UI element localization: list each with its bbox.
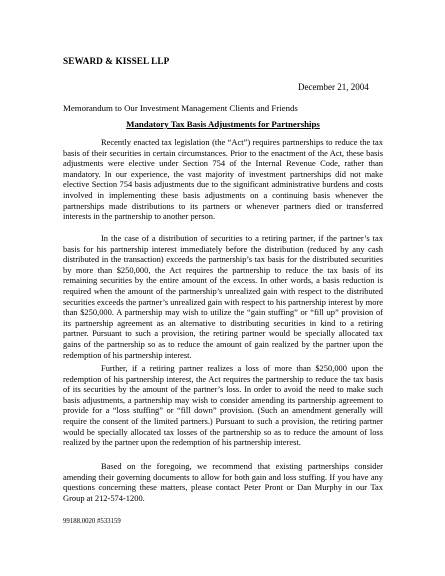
paragraph-recommendation: Based on the foregoing, we recommend that existing partnerships consider amending their governing documents to allow for both gain and loss stuffing. If you have any questions concerning these matters, please contact Peter Pront or Dan Murphy in our Tax Group at 212-574-1200. [63,461,383,503]
memo-recipients: Memorandum to Our Investment Management Clients and Friends [63,103,298,113]
memo-date: December 21, 2004 [298,82,369,92]
firm-name: SEWARD & KISSEL LLP [63,56,170,66]
paragraph-loss-redemption: Further, if a retiring partner realizes a loss of more than $250,000 upon the redemption of his partnership interest, the Act requires the partnership to reduce the tax basis of its securities by the amount of the partner’s loss. In order to avoid the need to make such basis adjustments, a partnership may wish to consider amending its partnership agreement to provide for a “loss stuffing” or “fill down” provision. (Such an amendment generally will require the consent of the limited partners.) Pursuant to such a provision, the retiring partner would be specially allocated tax losses of the partnership so as to reduce the amount of loss realized by the partner upon the redemption of his partnership interest. [63,363,383,448]
document-code: 99188.0020 #533159 [63,518,121,525]
memo-title: Mandatory Tax Basis Adjustments for Partnerships [126,119,320,129]
paragraph-intro: Recently enacted tax legislation (the “Act”) requires partnerships to reduce the tax basis of their securities in certain circumstances. Prior to the enactment of the Act, these basis adjustments were elective under Section 754 of the Internal Revenue Code, rather than mandatory. In our experience, the vast majority of investment partnerships did not make elective Section 754 basis adjustments due to the significant administrative burdens and costs involved in implementing these basis adjustments on a continuing basis whenever the partnerships made distributions to its partners or whenever partners died or transferred interests in the partnership to another person. [63,137,383,222]
paragraph-gain-distribution: In the case of a distribution of securities to a retiring partner, if the partner’s tax basis for his partnership interest immediately before the distribution (reduced by any cash distributed in the transaction) exceeds the partnership’s tax basis for the distributed securities by more than $250,000, the Act requires the partnership to reduce the tax basis of its remaining securities by the entire amount of the excess. In other words, a basis reduction is required when the amount of the partnership’s unrealized gain with respect to the distributed securities exceeds the partner’s unrealized gain with respect to his partnership interest by more than $250,000. A partnership may wish to utilize the “gain stuffing” or “fill up” provision of its partnership agreement as an alternative to distributing securities in kind to a retiring partner. Pursuant to such a provision, the retiring partner would be specially allocated tax gains of the partnership so as to reduce the amount of gain realized by the partner upon the redemption of his partnership interest. [63,233,383,360]
